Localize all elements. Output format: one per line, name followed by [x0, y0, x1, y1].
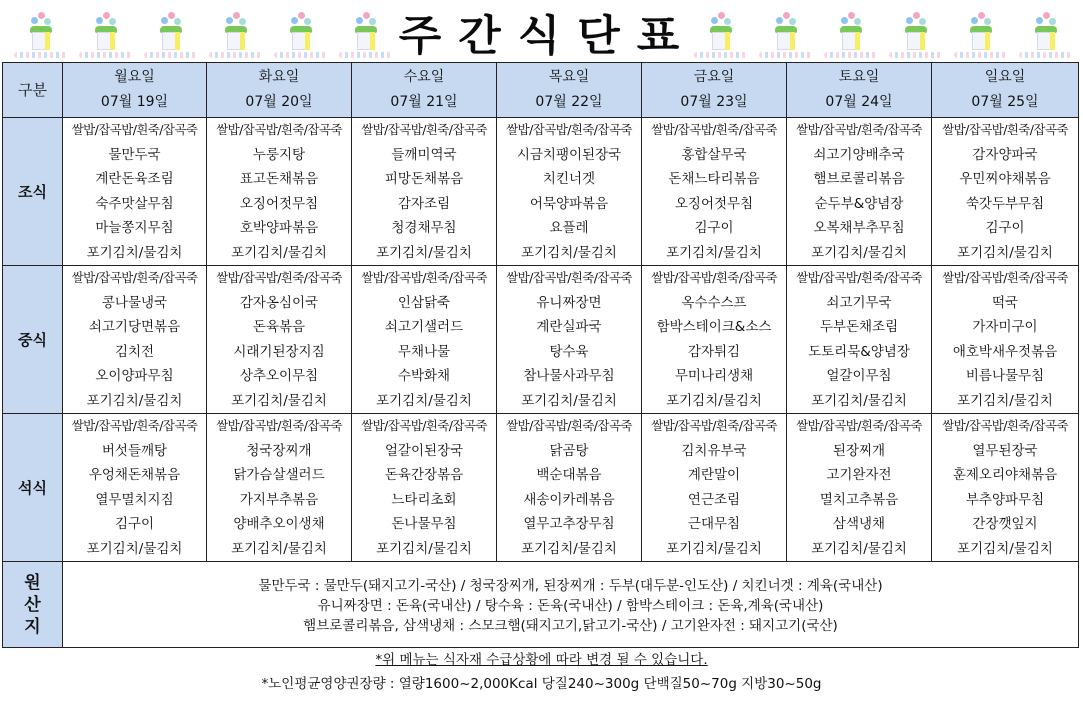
flower-pot-icon	[885, 10, 945, 60]
day-header-thu	[497, 63, 642, 118]
menu-item: 포기김치/물김치	[376, 244, 472, 261]
flower-pot-icon	[820, 10, 880, 60]
menu-item: 간장깻잎지	[972, 516, 1038, 532]
grain-options: 쌀밥/잡곡밥/흰죽/잡곡죽	[942, 418, 1068, 433]
day-name: 월요일	[114, 69, 155, 85]
grain-options: 쌀밥/잡곡밥/흰죽/잡곡죽	[361, 418, 487, 433]
menu-item: 상추오이무침	[239, 368, 319, 384]
day-date: 07월 20일	[245, 94, 313, 110]
menu-item: 떡국	[991, 294, 1019, 311]
flower-pot-icon	[10, 10, 70, 60]
meal-cell-mon	[63, 414, 207, 562]
grain-options: 쌀밥/잡곡밥/흰죽/잡곡죽	[506, 270, 632, 285]
menu-item: 새송이카레볶음	[523, 491, 615, 508]
menu-item: 삼색냉채	[832, 516, 886, 532]
meal-cell-sat	[787, 118, 932, 266]
day-header-sun	[932, 63, 1079, 118]
menu-item: 닭가슴살샐러드	[233, 467, 325, 483]
menu-item: 포기김치/물김치	[957, 244, 1053, 261]
menu-item: 쑥갓두부무침	[965, 195, 1045, 212]
menu-item: 무미나리생채	[674, 368, 754, 384]
menu-item: 쇠고기당면볶음	[88, 319, 181, 335]
menu-item: 쇠고기무국	[826, 294, 892, 311]
grain-options: 쌀밥/잡곡밥/흰죽/잡곡죽	[216, 270, 342, 285]
day-date: 07월 24일	[825, 94, 893, 110]
menu-item: 가자미구이	[972, 319, 1038, 335]
header-banner	[0, 0, 1083, 62]
header-row	[3, 63, 1079, 118]
grain-options: 쌀밥/잡곡밥/흰죽/잡곡죽	[361, 122, 487, 137]
menu-item: 포기김치/물김치	[666, 244, 762, 261]
menu-item: 시금치팽이된장국	[516, 146, 622, 163]
meal-label: 조식	[3, 118, 63, 266]
menu-item: 오이양파무침	[95, 368, 174, 384]
meal-cell-sun	[932, 118, 1079, 266]
flower-pot-icon	[270, 10, 330, 60]
dinner-row	[3, 414, 1079, 562]
menu-item: 근대무침	[687, 516, 741, 532]
day-name: 일요일	[984, 69, 1026, 85]
menu-item: 도토리묵&양념장	[808, 343, 910, 360]
menu-item: 돈채느타리볶음	[668, 171, 760, 187]
meal-cell-tue	[207, 414, 352, 562]
menu-item: 김구이	[694, 220, 734, 236]
grain-options: 쌀밥/잡곡밥/흰죽/잡곡죽	[506, 418, 632, 433]
origin-info	[63, 562, 1079, 648]
weekly-menu-table	[2, 62, 1079, 648]
day-name: 수요일	[403, 69, 445, 85]
menu-item: 포기김치/물김치	[231, 244, 327, 261]
menu-item: 감자조림	[397, 195, 451, 212]
grain-options: 쌀밥/잡곡밥/흰죽/잡곡죽	[796, 270, 922, 285]
menu-item: 열무고추장무침	[523, 516, 615, 532]
menu-item: 포기김치/물김치	[376, 540, 472, 557]
title-char: 표	[636, 12, 680, 61]
menu-item: 감자옹심이국	[239, 294, 319, 311]
menu-item: 쇠고기샐러드	[384, 319, 464, 335]
menu-item: 양배추오이생채	[233, 516, 325, 532]
menu-item: 닭곰탕	[549, 442, 589, 459]
menu-item: 쇠고기양배추국	[813, 146, 905, 163]
day-header-wed	[352, 63, 497, 118]
menu-item: 수박화채	[397, 368, 451, 384]
grain-options: 쌀밥/잡곡밥/흰죽/잡곡죽	[71, 122, 198, 137]
origin-label	[3, 562, 63, 648]
menu-item: 애호박새우젓볶음	[952, 343, 1058, 360]
menu-item: 우민찌야채볶음	[959, 171, 1051, 187]
menu-item: 포기김치/물김치	[811, 540, 907, 557]
menu-item: 포기김치/물김치	[231, 540, 327, 557]
day-name: 토요일	[838, 69, 880, 85]
menu-item: 표고돈채볶음	[239, 171, 319, 187]
grain-options: 쌀밥/잡곡밥/흰죽/잡곡죽	[796, 122, 922, 137]
origin-line: 유니짜장면 : 돈육(국내산) / 탕수육 : 돈육(국내산) / 함박스테이크 : 돈육,계육(국내산)	[317, 597, 824, 614]
day-header-fri	[642, 63, 787, 118]
menu-item: 비름나물무침	[965, 368, 1045, 384]
menu-item: 열무된장국	[972, 442, 1038, 459]
menu-item: 김구이	[985, 220, 1025, 236]
day-name: 화요일	[258, 69, 300, 85]
grain-options: 쌀밥/잡곡밥/흰죽/잡곡죽	[651, 122, 777, 137]
meal-cell-fri	[642, 414, 787, 562]
menu-item: 김구이	[114, 516, 155, 532]
grain-options: 쌀밥/잡곡밥/흰죽/잡곡죽	[651, 270, 777, 285]
menu-item: 오징어젓무침	[674, 195, 754, 212]
meal-cell-thu	[497, 266, 642, 414]
menu-item: 함박스테이크&소스	[656, 319, 772, 335]
meal-cell-mon	[63, 118, 207, 266]
menu-item: 청경채무침	[391, 220, 457, 236]
meal-cell-tue	[207, 118, 352, 266]
menu-item: 포기김치/물김치	[666, 540, 762, 557]
menu-item: 멸치고추볶음	[819, 491, 899, 508]
menu-item: 포기김치/물김치	[86, 244, 183, 261]
meal-cell-wed	[352, 414, 497, 562]
menu-item: 포기김치/물김치	[957, 540, 1053, 557]
menu-item: 물만두국	[108, 146, 161, 163]
menu-item: 오징어젓무침	[239, 195, 319, 212]
meal-cell-sat	[787, 266, 932, 414]
menu-item: 들깨미역국	[391, 146, 457, 163]
menu-item: 감자양파국	[972, 146, 1038, 163]
grain-options: 쌀밥/잡곡밥/흰죽/잡곡죽	[942, 122, 1068, 137]
menu-item: 햄브로콜리볶음	[813, 171, 905, 187]
title-char: 간	[458, 12, 501, 61]
menu-item: 청국장찌개	[246, 442, 312, 459]
menu-item: 포기김치/물김치	[811, 244, 907, 261]
day-date: 07월 21일	[390, 94, 458, 110]
flower-pot-icon	[140, 10, 200, 60]
menu-item: 된장찌개	[832, 442, 886, 459]
menu-item: 고기완자전	[826, 467, 892, 483]
menu-item: 우엉채돈채볶음	[88, 467, 181, 483]
menu-item: 훈제오리야채볶음	[952, 467, 1058, 483]
menu-item: 포기김치/물김치	[957, 392, 1053, 409]
menu-item: 포기김치/물김치	[86, 540, 183, 557]
day-header-sat	[787, 63, 932, 118]
menu-item: 감자튀김	[687, 343, 741, 360]
grain-options: 쌀밥/잡곡밥/흰죽/잡곡죽	[361, 270, 487, 285]
category-header: 구분	[3, 63, 63, 118]
day-name: 목요일	[548, 69, 590, 85]
grain-options: 쌀밥/잡곡밥/흰죽/잡곡죽	[216, 418, 342, 433]
menu-item: 얼갈이된장국	[384, 442, 464, 459]
menu-item: 포기김치/물김치	[811, 392, 907, 409]
day-date: 07월 23일	[680, 94, 748, 110]
page-title	[394, 4, 684, 60]
menu-item: 포기김치/물김치	[86, 392, 183, 409]
change-notice: *위 메뉴는 식자재 수급상황에 따라 변경 될 수 있습니다.	[375, 652, 708, 668]
nutrition-note: *노인평균영양권장량 : 열량1600~2,000Kcal 당질240~300g 단백질50~70g 지방30~50g	[261, 676, 822, 692]
flower-pot-icon	[950, 10, 1010, 60]
origin-label-char: 지	[24, 616, 41, 637]
day-date: 07월 19일	[100, 94, 169, 110]
title-char: 주	[398, 12, 442, 61]
menu-item: 홍합살무국	[681, 146, 747, 163]
meal-cell-sun	[932, 414, 1079, 562]
menu-item: 요플레	[549, 220, 589, 236]
title-char: 단	[577, 12, 620, 61]
meal-cell-wed	[352, 266, 497, 414]
menu-item: 김치유부국	[681, 442, 747, 459]
menu-item: 연근조림	[687, 491, 741, 508]
meal-cell-wed	[352, 118, 497, 266]
title-char: 식	[517, 12, 561, 61]
meal-cell-fri	[642, 118, 787, 266]
origin-label-char: 원	[24, 572, 41, 593]
grain-options: 쌀밥/잡곡밥/흰죽/잡곡죽	[796, 418, 922, 433]
grain-options: 쌀밥/잡곡밥/흰죽/잡곡죽	[506, 122, 632, 137]
menu-item: 가지부추볶음	[239, 491, 319, 508]
menu-item: 포기김치/물김치	[231, 392, 327, 409]
menu-item: 버섯들깨탕	[101, 442, 168, 459]
grain-options: 쌀밥/잡곡밥/흰죽/잡곡죽	[71, 418, 198, 433]
flower-pot-icon	[1015, 10, 1075, 60]
meal-cell-mon	[63, 266, 207, 414]
day-header-tue	[207, 63, 352, 118]
day-date: 07월 22일	[535, 94, 603, 110]
menu-item: 포기김치/물김치	[521, 540, 617, 557]
menu-item: 포기김치/물김치	[666, 392, 762, 409]
menu-item: 포기김치/물김치	[376, 392, 472, 409]
menu-item: 두부돈채조림	[819, 319, 899, 335]
menu-item: 돈나물무침	[391, 516, 457, 532]
menu-item: 인삼닭죽	[397, 294, 451, 311]
menu-item: 어묵양파볶음	[529, 195, 609, 212]
flower-pot-icon	[335, 10, 395, 60]
menu-item: 순두부&양념장	[814, 195, 904, 212]
menu-item: 계란실파국	[536, 319, 602, 335]
meal-cell-sat	[787, 414, 932, 562]
origin-row	[3, 562, 1079, 648]
origin-label-char: 산	[24, 594, 41, 615]
menu-item: 참나물사과무침	[523, 368, 615, 384]
meal-cell-sun	[932, 266, 1079, 414]
menu-item: 계란말이	[687, 467, 741, 483]
day-header-mon	[63, 63, 207, 118]
meal-label: 석식	[3, 414, 63, 562]
day-date: 07월 25일	[971, 94, 1039, 110]
flower-pot-icon	[75, 10, 135, 60]
footer-notes	[0, 648, 1083, 696]
menu-item: 계란돈육조림	[95, 171, 174, 187]
menu-item: 숙주맛살무침	[95, 195, 174, 212]
menu-item: 포기김치/물김치	[521, 244, 617, 261]
origin-line: 물만두국 : 물만두(돼지고기-국산) / 청국장찌개, 된장찌개 : 두부(대두분-인도산) / 치킨너겟 : 계육(국내산)	[258, 577, 883, 594]
meal-cell-fri	[642, 266, 787, 414]
menu-item: 얼갈이무침	[826, 368, 892, 384]
menu-item: 포기김치/물김치	[521, 392, 617, 409]
menu-item: 부추양파무침	[965, 491, 1045, 508]
origin-line: 햄브로콜리볶음, 삼색냉채 : 스모크햄(돼지고기,닭고기-국산) / 고기완자전 : 돼지고기(국산)	[303, 617, 838, 634]
menu-item: 콩나물냉국	[101, 294, 168, 311]
menu-item: 시래기된장지짐	[233, 343, 325, 360]
menu-item: 돈육볶음	[252, 319, 306, 335]
menu-item: 마늘쫑지무침	[95, 220, 174, 236]
grain-options: 쌀밥/잡곡밥/흰죽/잡곡죽	[942, 270, 1068, 285]
grain-options: 쌀밥/잡곡밥/흰죽/잡곡죽	[216, 122, 342, 137]
meal-cell-thu	[497, 414, 642, 562]
meal-cell-thu	[497, 118, 642, 266]
grain-options: 쌀밥/잡곡밥/흰죽/잡곡죽	[651, 418, 777, 433]
meal-cell-tue	[207, 266, 352, 414]
flower-pot-icon	[205, 10, 265, 60]
flower-pot-icon	[755, 10, 815, 60]
lunch-row	[3, 266, 1079, 414]
menu-item: 누룽지탕	[252, 146, 306, 163]
menu-item: 오복채부추무침	[813, 220, 905, 236]
menu-item: 호박양파볶음	[239, 220, 319, 236]
grain-options: 쌀밥/잡곡밥/흰죽/잡곡죽	[71, 270, 198, 285]
flower-pot-icon	[690, 10, 750, 60]
menu-item: 김치전	[114, 343, 155, 360]
menu-item: 옥수수스프	[681, 294, 747, 311]
menu-item: 열무멸치지짐	[95, 491, 174, 508]
menu-item: 탕수육	[549, 343, 589, 360]
breakfast-row	[3, 118, 1079, 266]
menu-item: 유니짜장면	[536, 294, 602, 311]
menu-item: 치킨너겟	[542, 171, 596, 187]
menu-item: 느타리초회	[391, 491, 457, 508]
menu-item: 돈육간장볶음	[384, 467, 464, 483]
menu-item: 백순대볶음	[536, 467, 602, 483]
meal-label: 중식	[3, 266, 63, 414]
menu-item: 무채나물	[397, 343, 451, 360]
menu-item: 피망돈채볶음	[384, 171, 464, 187]
day-name: 금요일	[693, 69, 735, 85]
